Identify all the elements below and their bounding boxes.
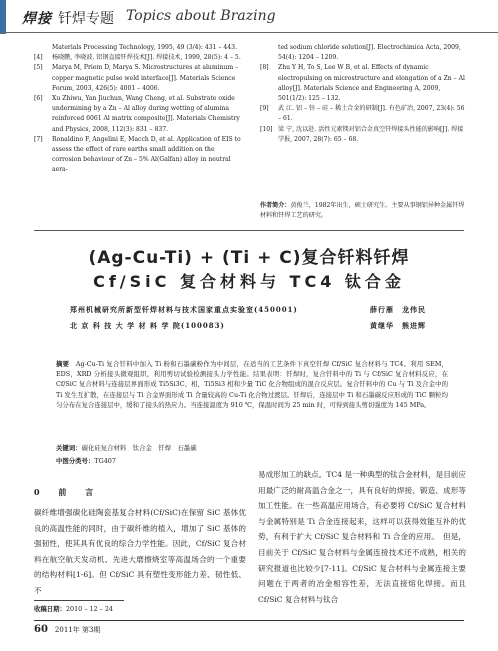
clc-label: 中图分类号： xyxy=(56,457,95,465)
reference-item: [8] Zhu Y H, To S, Lee W B, et al. Effects of dynamic electropulsing on microstructure and elongation of a Zn – Al alloy[J]. Materials Science and Engineering A, 2009, 501(1/2): 125 – 132. xyxy=(260,64,465,103)
authors-2: 黄继华 熊进辉 xyxy=(370,321,426,330)
reference-item: [9] 武 江. 铝 – 锌 – 硅 – 稀土合金的研制[J]. 有色矿冶, 2007, 23(4): 56 – 61. xyxy=(260,105,465,123)
body-right-column: 易成形加工的缺点。TC4 是一种典型的钛合金材料，是目前应用最广泛的耐高温合金之一，具有良好的焊接、锻造、成形等加工性能。在一些高温应用场合，有必要将 Cf/SiC 复合材料与金属特别是 Ti 合金连接起来，这样可以获得效能互补的优势，有利于扩大 Cf/SiC 复合材料和 Ti 合金的应用。 但是，目前关于 Cf/SiC 复合材料与金属连接技术还不成熟，相关的研究报道也比较少[7-11]。Cf/SiC 复合材料与金属连接主要问题在于两者的冶金相容性差，无法直接熔化焊接。而且 Cf/SiC 复合材料与钛合 xyxy=(258,470,466,604)
page-number: 60 xyxy=(34,624,48,635)
authors-1: 薛行雁 龙伟民 xyxy=(370,305,426,314)
section-heading: 0 前 言 xyxy=(34,487,102,497)
reference-item: [10] 梁 宁, 沈以赴. 活性元素镁对铝合金真空钎焊接头性能的影响[J]. 焊接学报, 2007, 28(7): 65 – 68. xyxy=(260,125,464,143)
page-footer xyxy=(34,624,100,635)
article-title-line1: (Ag-Cu-Ti) + (Ti + C)复合钎料钎焊 xyxy=(88,248,410,268)
received-label: 收稿日期： xyxy=(34,605,66,613)
classification-number xyxy=(56,456,116,465)
journal-header xyxy=(0,0,498,34)
keywords-label: 关键词： xyxy=(56,444,82,452)
clc-value: TG407 xyxy=(94,457,116,465)
issue-info: 2011年 第3期 xyxy=(54,626,101,634)
page-bottom-rule xyxy=(34,620,464,621)
references-right-column xyxy=(260,43,468,145)
affiliation-2: 北 京 科 技 大 学 材 料 学 院(100083) xyxy=(70,321,225,330)
abstract-label: 摘要 xyxy=(56,360,70,368)
section-title: 钎焊专题 xyxy=(58,11,114,27)
header-rule xyxy=(0,32,498,33)
header-accent-bar xyxy=(0,0,6,34)
article-title-line2: Cf/SiC 复合材料与 TC4 钛合金 xyxy=(93,272,405,291)
reference-item: [5] Marya M, Priem D, Marya S. Microstructures at aluminum – copper magnetic pulse weld interface[J]. Materials Science Forum, 2003, 426(5): 4001 – 4006. xyxy=(34,64,239,92)
author-bio-text: 黄俊兰，1982年出生，硕士研究生。主要从事钢铝异种金属钎焊材料和钎焊工艺的研究。 xyxy=(260,202,465,220)
keywords xyxy=(56,443,197,452)
received-date xyxy=(34,604,113,613)
section-subtitle: Topics about Brazing xyxy=(126,8,276,24)
affiliation-1: 郑州机械研究所新型钎焊材料与技术国家重点实验室(450001) xyxy=(70,305,298,314)
received-value: 2010 – 12 – 24 xyxy=(65,605,113,613)
reference-item: ted sodium chloride solution[J]. Electrochimica Acta, 2009, 54(4): 1204 – 1209. xyxy=(278,44,461,62)
abstract-text: Ag-Cu-Ti 复合钎料中加入 Ti 粉和石墨碳粉作为中间层，在适当的工艺条件下真空钎焊 Cf/SiC 复合材料与 TC4。利用 SEM，EDS，XRD 分析接头微观组织，利用剪切试验检测接头力学性能。结果表明：钎焊时，复合钎料中的 Ti 与 Cf/SiC 复合材料反应，在 Cf/SiC 复合材料与连接层界面形成 Ti5Si3C、相，Ti5Si3 相和少量 TiC 化合物组成的混合反应层。复合钎料中的 Cu 与 Ti 及合金中的 Ti 发生互扩散，在连接层与 Ti 合金界面形成 Ti 含量较高的 Cu-Ti 化合物过渡层。钎焊后，连接层中 Ti 和石墨碳反应形成的 TiC 颗粒均匀分布在复合连接层中，缓和了接头的热应力。当连接温度为 910 ℃，保温时间为 25 min 时，可得到接头剪切强度为 145 MPa。 xyxy=(56,360,449,409)
keywords-text: 碳化硅复合材料 钛合金 钎焊 石墨碳 xyxy=(81,444,197,452)
reference-item: [4] 杨晓鹏, 李晓波. 铝钢直接钎焊技术[J]. 焊接技术, 1999, 28(5): 4 – 5. xyxy=(34,54,241,62)
abstract xyxy=(56,359,448,410)
reference-item: [6] Xu Zhiwu, Yan Jiuchun, Wang Cheng, et al. Substrate oxide undermining by a Zn – Al alloy during wetting of alumina reinforced 6061 Al matrix composite[J]. Materials Chemistry and Physics, 2008, 112(3): 831 – 837. xyxy=(34,95,240,133)
footnote-rule xyxy=(34,600,124,601)
reference-item: [7] Ronaldino F, Angelini E, Macch D, et al. Application of EIS to assess the effect of rare earths small addition on the corrosion behaviour of Zn – 5% Al(Galfan) alloy in neutral aera- xyxy=(34,135,241,174)
reference-item: Materials Processing Technology, 1995, 49 (3/4): 431 – 443. xyxy=(52,44,238,51)
section-divider xyxy=(34,230,464,231)
author-biography xyxy=(260,201,468,221)
author-bio-label: 作者简介： xyxy=(260,202,291,209)
journal-logo: 焊接 xyxy=(22,11,52,27)
body-left-column: 碳纤维增强碳化硅陶瓷基复合材料(Cf/SiC)在保留 SiC 基体优良的高温性能的同时，由于碳纤维的植入，增加了 SiC 基体的强韧性，使其具有优良的综合力学性能。因此，Cf/SiC 复合材料在航空航天发动机、先进大磨擦烧室等高温场合的一个重要的结构材料[1-6]。但 Cf/SiC 具有塑性变形能力差、韧性低、不 xyxy=(34,508,246,595)
references-left-column xyxy=(34,43,244,176)
